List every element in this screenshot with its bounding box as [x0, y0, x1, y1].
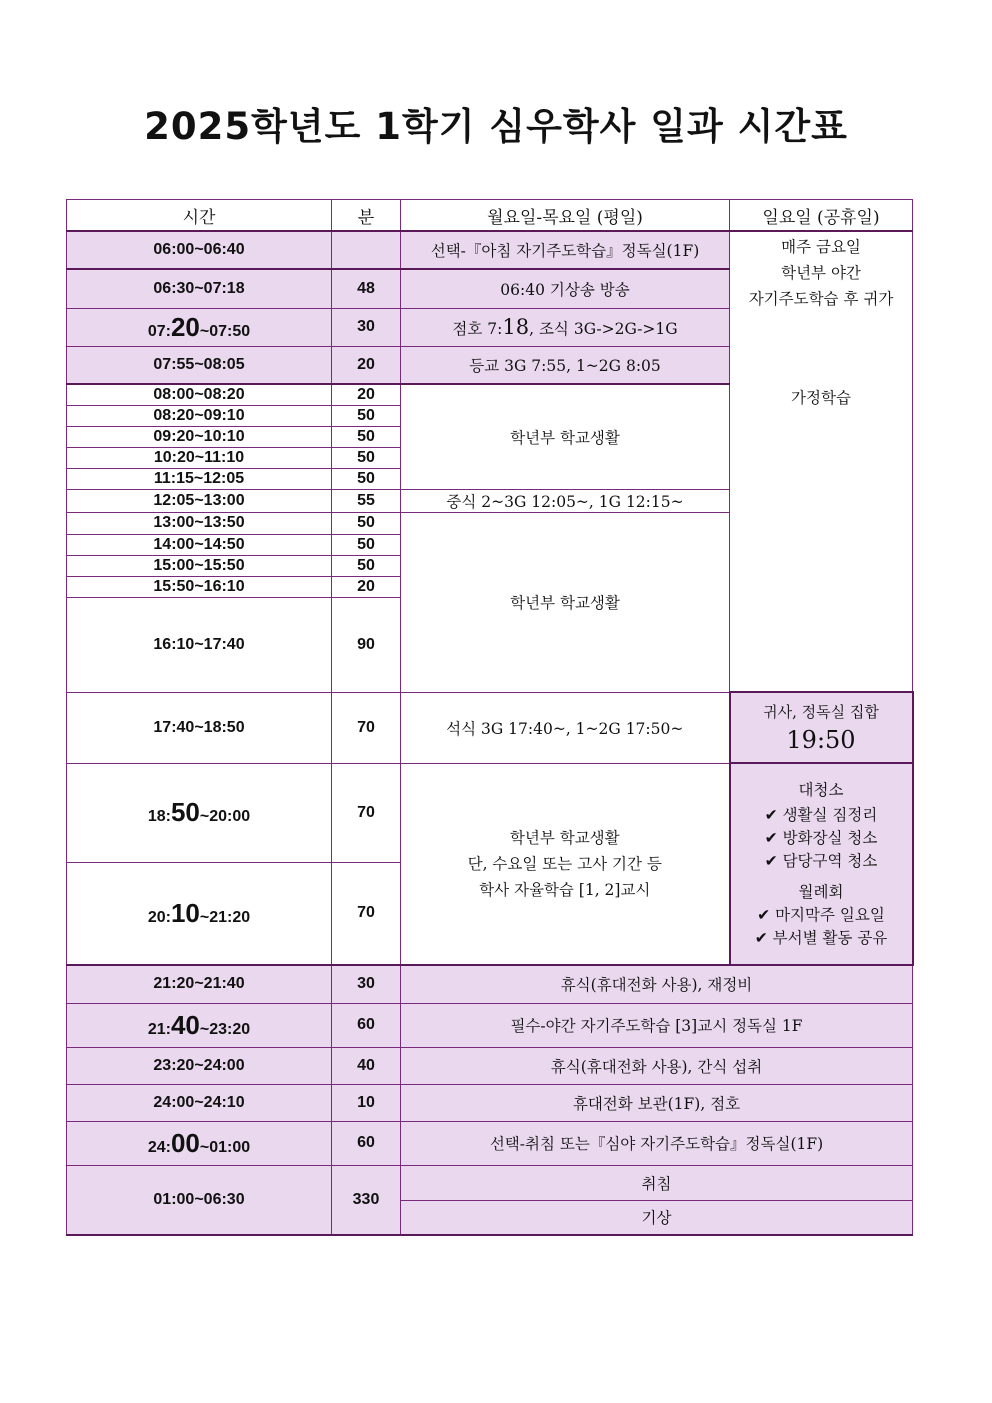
time-cell: 07:20~07:50	[67, 308, 332, 346]
friday-line1: 매주 금요일	[781, 238, 861, 256]
time-cell: 08:00~08:20	[67, 384, 332, 405]
monthly-item: ✔ 마지막주 일요일	[757, 905, 885, 924]
time-cell: 16:10~17:40	[67, 597, 332, 692]
activity-cell: 등교 3G 7:55, 1~2G 8:05	[401, 346, 730, 384]
time-cell: 06:30~07:18	[67, 269, 332, 308]
table-row	[67, 1084, 913, 1121]
home-study-label: 가정학습	[791, 389, 851, 407]
min-cell: 50	[332, 426, 401, 447]
min-cell: 50	[332, 468, 401, 489]
evening-study-cell	[401, 763, 730, 965]
cleaning-item: ✔ 방화장실 청소	[764, 828, 878, 847]
morning-school-life: 학년부 학교생활	[401, 384, 730, 489]
activity-cell: 필수-야간 자기주도학습 [3]교시 정독실 1F	[401, 1003, 913, 1047]
dinner-cell: 석식 3G 17:40~, 1~2G 17:50~	[401, 692, 730, 763]
table-row	[67, 1121, 913, 1165]
time-cell: 23:20~24:00	[67, 1047, 332, 1084]
header-row	[67, 200, 913, 232]
time-cell: 14:00~14:50	[67, 534, 332, 555]
header-min: 분	[332, 200, 401, 232]
time-cell: 11:15~12:05	[67, 468, 332, 489]
time-cell: 21:20~21:40	[67, 965, 332, 1003]
monthly-item: ✔ 부서별 활동 공유	[754, 928, 888, 947]
time-cell: 24:00~01:00	[67, 1121, 332, 1165]
table-row	[67, 231, 913, 269]
min-cell: 10	[332, 1084, 401, 1121]
time-cell: 20:10~21:20	[67, 862, 332, 965]
time-cell: 12:05~13:00	[67, 489, 332, 512]
activity-cell: 06:40 기상송 방송	[401, 269, 730, 308]
sunday-home-cell	[730, 231, 913, 692]
min-cell: 70	[332, 692, 401, 763]
min-cell: 55	[332, 489, 401, 512]
cleaning-item: ✔ 담당구역 청소	[764, 851, 878, 870]
sunday-return-cell	[730, 692, 913, 763]
table-row	[67, 1003, 913, 1047]
evening-line3: 학사 자율학습 [1, 2]교시	[479, 880, 651, 899]
evening-line1: 학년부 학교생활	[509, 828, 620, 847]
time-cell: 10:20~11:10	[67, 447, 332, 468]
cleaning-item: ✔ 생활실 짐정리	[764, 805, 878, 824]
afternoon-school-life: 학년부 학교생활	[401, 512, 730, 692]
wake-cell: 기상	[401, 1200, 913, 1235]
table-row	[67, 692, 913, 763]
min-cell: 50	[332, 447, 401, 468]
min-cell: 48	[332, 269, 401, 308]
time-cell: 09:20~10:10	[67, 426, 332, 447]
return-label: 귀사, 정독실 집합	[763, 703, 879, 721]
friday-line3: 자기주도학습 후 귀가	[748, 290, 894, 308]
header-time: 시간	[67, 200, 332, 232]
time-cell: 13:00~13:50	[67, 512, 332, 534]
timetable	[66, 199, 914, 1236]
table-row	[67, 763, 913, 862]
activity-cell: 점호 7:18, 조식 3G->2G->1G	[401, 308, 730, 346]
min-cell	[332, 231, 401, 269]
time-cell: 18:50~20:00	[67, 763, 332, 862]
time-cell: 24:00~24:10	[67, 1084, 332, 1121]
table-row	[67, 965, 913, 1003]
cleaning-title: 대청소	[798, 780, 844, 799]
friday-line2: 학년부 야간	[781, 264, 861, 282]
sunday-cleaning-cell	[730, 763, 913, 965]
min-cell: 70	[332, 763, 401, 862]
activity-cell: 휴식(휴대전화 사용), 재정비	[401, 965, 913, 1003]
time-cell: 17:40~18:50	[67, 692, 332, 763]
page-title: 2025학년도 1학기 심우학사 일과 시간표	[144, 105, 848, 148]
min-cell: 20	[332, 576, 401, 597]
sleep-cell: 취침	[401, 1165, 913, 1200]
time-cell: 08:20~09:10	[67, 405, 332, 426]
evening-line2: 단, 수요일 또는 고사 기간 등	[467, 854, 662, 873]
lunch-cell: 중식 2~3G 12:05~, 1G 12:15~	[401, 489, 730, 512]
time-cell: 07:55~08:05	[67, 346, 332, 384]
return-time: 19:50	[786, 726, 856, 754]
min-cell: 30	[332, 308, 401, 346]
monthly-title: 월례회	[798, 882, 844, 901]
min-cell: 60	[332, 1121, 401, 1165]
header-sunday: 일요일 (공휴일)	[730, 200, 913, 232]
header-weekday: 월요일-목요일 (평일)	[401, 200, 730, 232]
table-row	[67, 1047, 913, 1084]
activity-cell: 휴식(휴대전화 사용), 간식 섭취	[401, 1047, 913, 1084]
min-cell: 50	[332, 555, 401, 576]
min-cell: 50	[332, 405, 401, 426]
activity-cell: 선택-『아침 자기주도학습』정독실(1F)	[401, 231, 730, 269]
min-cell: 90	[332, 597, 401, 692]
time-cell: 15:00~15:50	[67, 555, 332, 576]
time-cell: 01:00~06:30	[67, 1165, 332, 1235]
activity-cell: 휴대전화 보관(1F), 점호	[401, 1084, 913, 1121]
min-cell: 330	[332, 1165, 401, 1235]
min-cell: 50	[332, 512, 401, 534]
min-cell: 20	[332, 384, 401, 405]
min-cell: 20	[332, 346, 401, 384]
min-cell: 60	[332, 1003, 401, 1047]
table-row	[67, 1165, 913, 1200]
time-cell: 15:50~16:10	[67, 576, 332, 597]
activity-cell: 선택-취침 또는『심야 자기주도학습』정독실(1F)	[401, 1121, 913, 1165]
time-cell: 06:00~06:40	[67, 231, 332, 269]
time-cell: 21:40~23:20	[67, 1003, 332, 1047]
min-cell: 30	[332, 965, 401, 1003]
min-cell: 50	[332, 534, 401, 555]
min-cell: 70	[332, 862, 401, 965]
min-cell: 40	[332, 1047, 401, 1084]
